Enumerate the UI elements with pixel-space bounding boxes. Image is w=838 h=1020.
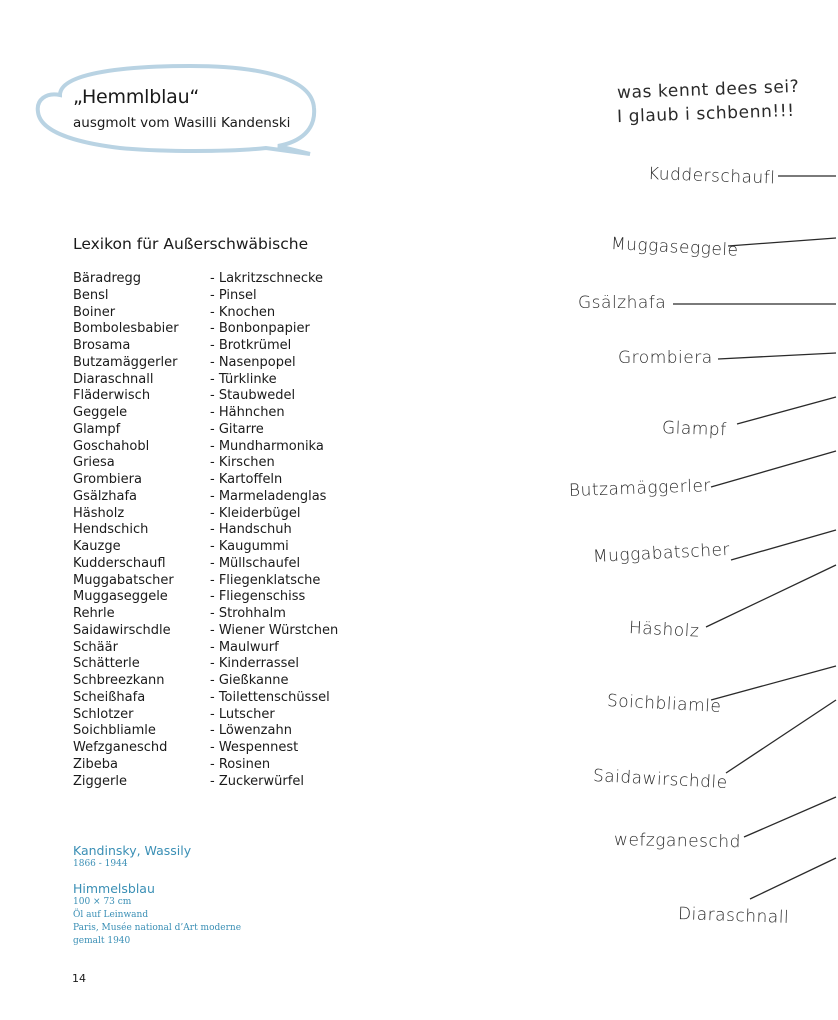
page-number: 14 <box>72 972 86 985</box>
connector-line <box>744 797 836 837</box>
lexicon-meaning: - Wespennest <box>210 740 299 755</box>
lexicon-word: Muggaseggele <box>73 589 168 605</box>
lexicon-word: Saidawirschdle <box>73 622 171 638</box>
lexicon-meaning: - Brotkrümel <box>210 338 292 353</box>
credit-title: Himmelsblau <box>73 881 155 896</box>
lexicon-meaning: - Zuckerwürfel <box>210 773 304 789</box>
lexicon-word: Geggele <box>73 405 128 420</box>
lexicon-meaning: - Lakritzschnecke <box>210 271 324 286</box>
handwritten-label: Saidawirschdle <box>592 766 729 794</box>
lexicon-word: Kauzge <box>73 539 121 554</box>
lexicon-word: Schlotzer <box>73 706 134 722</box>
connector-line <box>706 565 836 627</box>
lexicon-word: Butzamäggerler <box>73 354 178 370</box>
lexicon-meaning: - Gitarre <box>210 421 264 437</box>
lexicon-meaning: - Kleiderbügel <box>210 505 301 521</box>
handwritten-label: Butzamäggerler <box>568 476 712 501</box>
lexicon-meaning: - Kaugummi <box>210 539 289 554</box>
lexicon-meaning: - Türklinke <box>210 371 277 387</box>
lexicon-word: Fläderwisch <box>73 388 151 404</box>
credit-medium: Öl auf Leinwand <box>73 910 149 920</box>
lexicon-meaning: - Fliegenklatsche <box>210 572 321 588</box>
lexicon-word: Boiner <box>73 304 116 320</box>
lexicon-meaning: - Marmeladenglas <box>210 488 327 504</box>
connector-line <box>731 530 836 560</box>
lexicon-meaning: - Gießkanne <box>210 673 289 688</box>
lexicon-meaning: - Rosinen <box>210 756 271 772</box>
lexicon-word: Bensl <box>73 287 109 303</box>
lexicon-meaning: - Müllschaufel <box>210 555 301 571</box>
lexicon-word: Häsholz <box>73 505 125 521</box>
lexicon-meaning: - Strohhalm <box>210 606 286 621</box>
handwritten-label: Häsholz <box>628 618 700 642</box>
credit-artist: Kandinsky, Wassily <box>73 843 192 858</box>
handwritten-label: Gsälzhafa <box>578 293 667 313</box>
lexicon-word: Schäär <box>73 639 118 655</box>
connector-line <box>750 858 836 899</box>
lexicon-word: Wefzganeschd <box>73 740 168 755</box>
lexicon-word: Ziggerle <box>73 773 127 789</box>
lexicon-word: Gsälzhafa <box>73 488 137 504</box>
handwritten-label: Diaraschnall <box>677 904 790 928</box>
lexicon-meaning: - Handschuh <box>210 522 292 538</box>
lexicon-meaning: - Pinsel <box>210 287 257 303</box>
lexicon-meaning: - Wiener Würstchen <box>210 622 339 638</box>
lexicon-meaning: - Kartoffeln <box>210 472 283 487</box>
lexicon-word: Brosama <box>73 338 131 353</box>
lexicon-meaning: - Lutscher <box>210 706 275 722</box>
lexicon-meaning: - Toilettenschüssel <box>210 689 330 705</box>
connector-line <box>728 238 836 246</box>
lexicon-word: Schbreezkann <box>73 673 165 688</box>
lexicon-meaning: - Nasenpopel <box>210 354 296 370</box>
handwritten-label: wefzganeschd <box>613 830 742 853</box>
lexicon-word: Bombolesbabier <box>73 321 179 337</box>
lexicon-meaning: - Hähnchen <box>210 405 285 420</box>
lexicon-word: Diaraschnall <box>73 371 154 387</box>
handwritten-label: Muggabatscher <box>592 539 731 567</box>
handwritten-label: Grombiera <box>618 348 713 368</box>
handwritten-answer: I glaub i schbenn!!! <box>616 100 795 128</box>
lexicon-word: Bäradregg <box>73 271 142 286</box>
lexicon-heading: Lexikon für Außerschwäbische <box>73 235 309 253</box>
lexicon-meaning: - Fliegenschiss <box>210 589 306 605</box>
lexicon-meaning: - Kinderrassel <box>210 656 300 672</box>
lexicon-word: Hendschich <box>73 522 149 538</box>
artwork-subtitle: ausgmolt vom Wasilli Kandenski <box>73 115 291 131</box>
handwritten-label: Kudderschaufl <box>647 164 776 189</box>
lexicon-meaning: - Staubwedel <box>210 388 296 404</box>
connector-line <box>718 353 836 359</box>
lexicon-meaning: - Knochen <box>210 304 276 320</box>
handwritten-question: was kennt dees sei? <box>616 76 800 104</box>
connector-line <box>711 451 836 487</box>
lexicon-word: Kudderschaufl <box>73 555 166 571</box>
connector-line <box>737 397 836 424</box>
lexicon-meaning: - Mundharmonika <box>210 438 324 454</box>
credit-years: 1866 - 1944 <box>73 859 128 869</box>
credit-date: gemalt 1940 <box>73 936 131 946</box>
lexicon-word: Soichbliamle <box>73 723 156 739</box>
credit-location: Paris, Musée national d’Art moderne <box>73 923 242 933</box>
lexicon-word: Glampf <box>73 421 121 437</box>
lexicon-word: Schätterle <box>73 656 140 672</box>
credit-size: 100 × 73 cm <box>73 897 132 907</box>
lexicon-word: Muggabatscher <box>73 572 174 588</box>
lexicon-meaning: - Maulwurf <box>210 639 279 655</box>
lexicon-word: Goschahobl <box>73 438 150 454</box>
artwork-title: „Hemmlblau“ <box>73 86 200 108</box>
lexicon-word: Zibeba <box>73 756 118 772</box>
lexicon-word: Rehrle <box>73 606 115 621</box>
lexicon-word: Griesa <box>73 455 115 471</box>
lexicon-meaning: - Bonbonpapier <box>210 321 310 337</box>
lexicon-word: Scheißhafa <box>73 689 146 705</box>
connector-line <box>726 700 836 773</box>
handwritten-label: Soichbliamle <box>606 691 722 717</box>
handwritten-label: Glampf <box>661 418 727 441</box>
lexicon-meaning: - Löwenzahn <box>210 723 292 739</box>
connector-line <box>711 666 836 700</box>
lexicon-meaning: - Kirschen <box>210 455 275 471</box>
lexicon-word: Grombiera <box>73 472 142 487</box>
handwritten-label: Muggaseggele <box>610 234 739 261</box>
